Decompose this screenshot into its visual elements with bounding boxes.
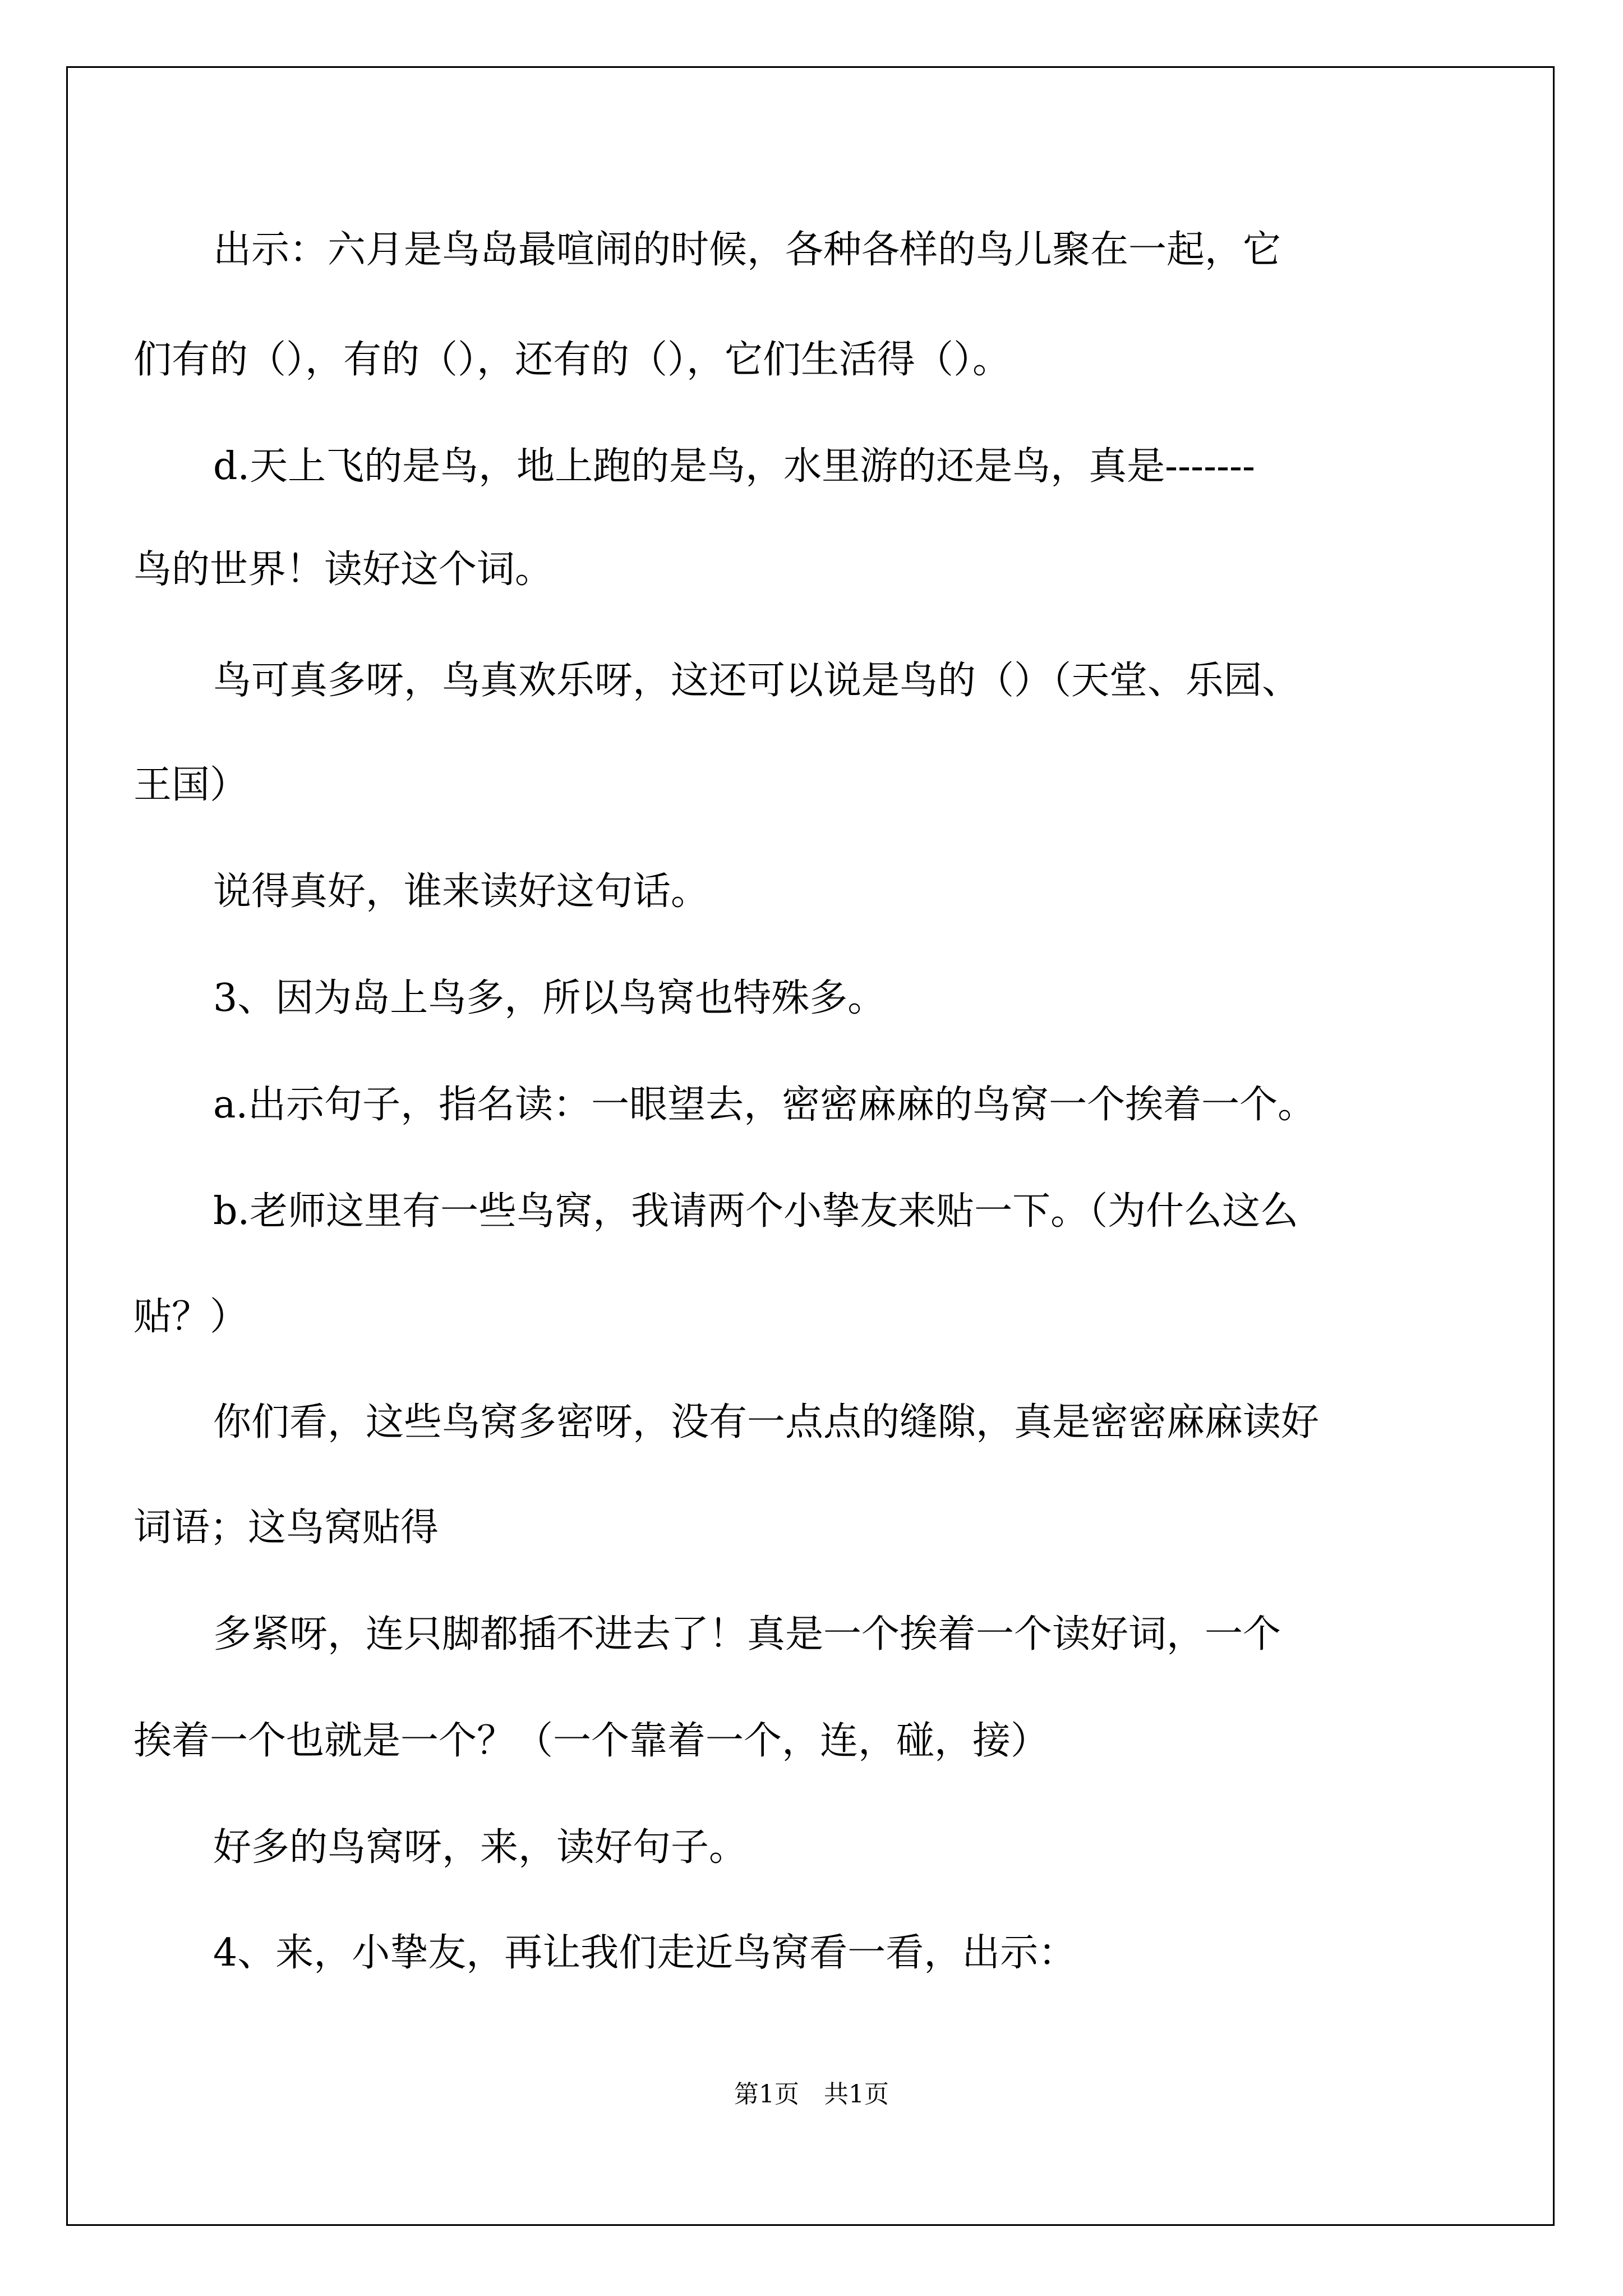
text-line: 4、来，小挚友，再让我们走近鸟窝看一看，出示： xyxy=(213,1931,1077,1975)
text-line: 贴？） xyxy=(133,1295,248,1339)
text-line: 鸟的世界！读好这个词。 xyxy=(133,547,554,592)
text-line: 你们看，这些鸟窝多密呀，没有一点点的缝隙，真是密密麻麻读好 xyxy=(213,1400,1320,1444)
text-line: d.天上飞的是鸟，地上跑的是鸟，水里游的还是鸟，真是------- xyxy=(213,444,1255,489)
text-line: 说得真好，谁来读好这句话。 xyxy=(213,869,709,914)
text-line: 3、因为岛上鸟多，所以鸟窝也特殊多。 xyxy=(213,976,886,1020)
text-line: 们有的（），有的（），还有的（），它们生活得（）。 xyxy=(133,338,1011,382)
text-line: 出示：六月是鸟岛最喧闹的时候，各种各样的鸟儿聚在一起，它 xyxy=(213,228,1281,272)
page-footer: 第1页 共1页 xyxy=(734,2080,889,2109)
text-line: 多紧呀，连只脚都插不进去了！真是一个挨着一个读好词，一个 xyxy=(213,1612,1281,1657)
text-line: 鸟可真多呀，鸟真欢乐呀，这还可以说是鸟的（）（天堂、乐园、 xyxy=(213,659,1301,703)
text-line: b.老师这里有一些鸟窝，我请两个小挚友来贴一下。（为什么这么 xyxy=(213,1189,1299,1234)
text-line: 挨着一个也就是一个？（一个靠着一个，连，碰，接） xyxy=(133,1719,1049,1763)
text-line: 词语；这鸟窝贴得 xyxy=(133,1506,439,1550)
text-line: 王国） xyxy=(133,763,248,807)
text-line: 好多的鸟窝呀，来，读好句子。 xyxy=(213,1825,748,1870)
page-border xyxy=(66,66,1555,2226)
text-line: a.出示句子，指名读：一眼望去，密密麻麻的鸟窝一个挨着一个。 xyxy=(213,1083,1316,1127)
